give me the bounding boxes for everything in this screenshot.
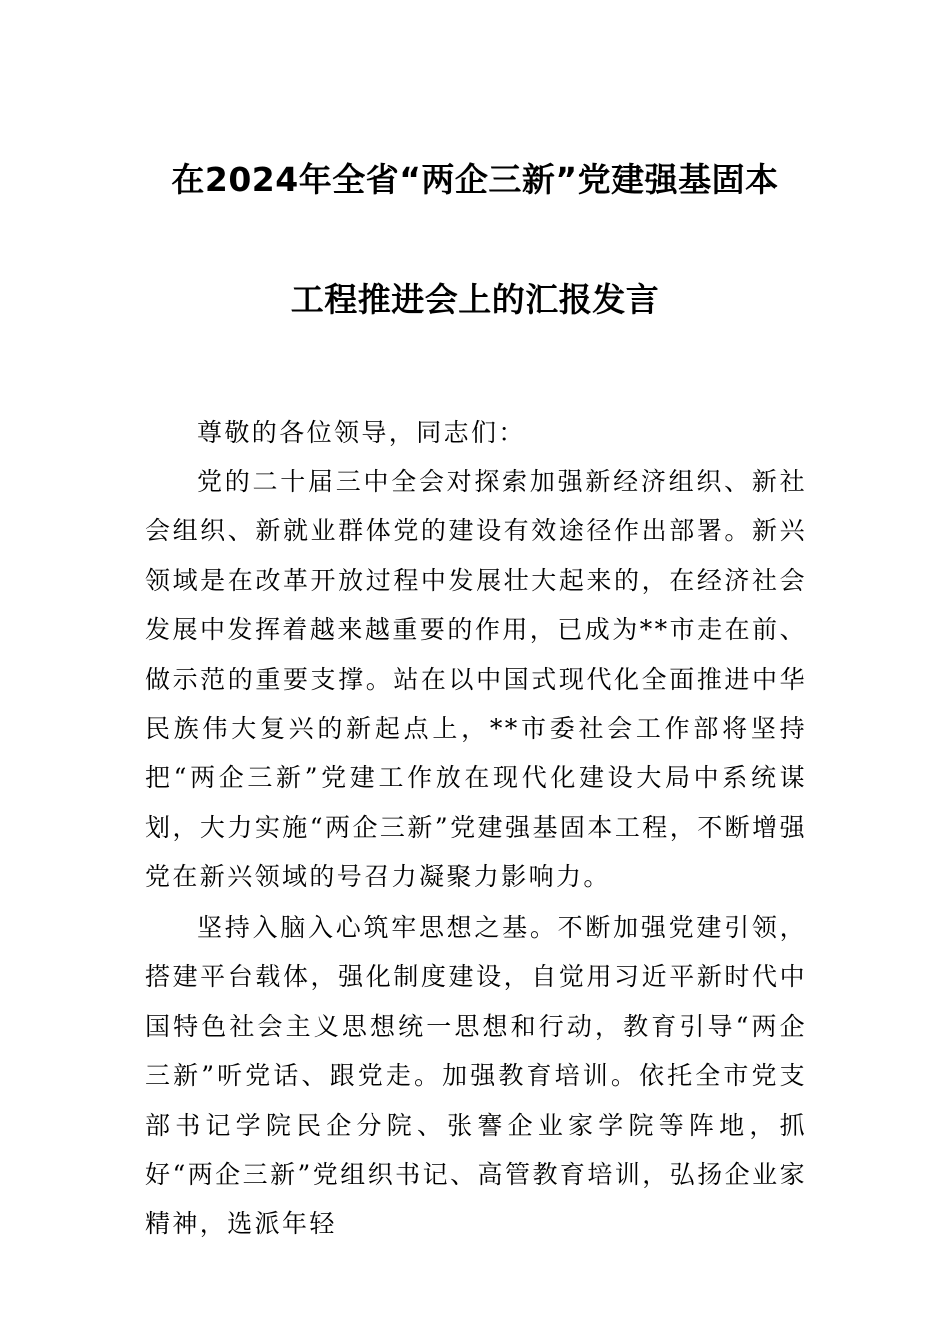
paragraph-1-text: 党的二十届三中全会对探索加强新经济组织、新社会组织、新就业群体党的建设有效途径作出部署。新兴领域是在改革开放过程中发展壮大起来的，在经济社会发展中发挥着越来越重要的作用，已成为**市走在前、做示范的重要支撑。站在以中国式现代化全面推进中华民族伟大复兴的新起点上，**市委社会工作部将坚持把“两企三新”党建工作放在现代化建设大局中系统谋划，大力实施“两企三新”党建强基固本工程，不断增强党在新兴领域的号召力凝聚力影响力。 (145, 467, 807, 892)
salutation (145, 408, 807, 457)
salutation-text: 尊敬的各位领导，同志们： (197, 418, 526, 447)
paragraph-1 (145, 457, 807, 902)
paragraph-2-text: 坚持入脑入心筑牢思想之基。不断加强党建引领，搭建平台载体，强化制度建设，自觉用习近平新时代中国特色社会主义思想统一思想和行动，教育引导“两企三新”听党话、跟党走。加强教育培训。依托全市党支部书记学院民企分院、张謇企业家学院等阵地，抓好“两企三新”党组织书记、高管教育培训，弘扬企业家精神，选派年轻 (145, 913, 807, 1239)
document-title-line-1: 在2024年全省“两企三新”党建强基固本 (171, 160, 779, 199)
document-title-line-2: 工程推进会上的汇报发言 (290, 280, 660, 319)
paragraph-2 (145, 903, 807, 1249)
